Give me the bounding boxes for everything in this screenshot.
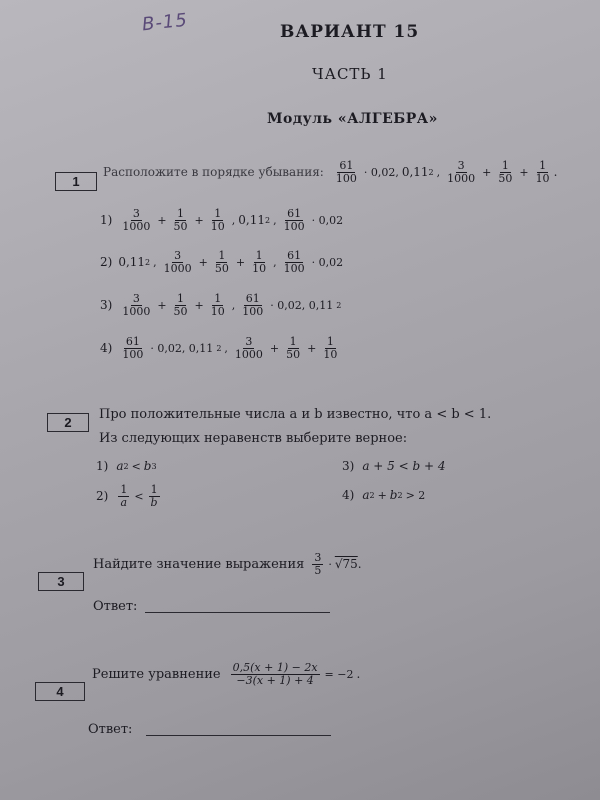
- question-number-box: [55, 172, 97, 191]
- q1-option-3[interactable]: 3) $\frac{3}{1000}$ + $\frac{1}{50}$ + $\frac{1}{10}$ , $\frac{61}{100}$ · 0,02, 0,11 2: [100, 292, 342, 318]
- q2-option-4[interactable]: 4) a 2 + b 2 > 2: [342, 488, 426, 502]
- question-number: 2: [64, 415, 72, 430]
- q3-expression: $\frac{3}{5}$ · √75 .: [314, 551, 362, 577]
- q4-answer-field[interactable]: [146, 735, 331, 736]
- q1-given-expression: $\frac{61}{100}$ · 0,02, 0,11 2 , $\frac{3}{1000}$ + $\frac{1}{50}$ + $\frac{1}{10}$ .: [335, 159, 558, 185]
- q2-option-1[interactable]: 1) a 2 < b 3: [96, 459, 157, 473]
- q2-condition: Про положительные числа a и b известно, что a < b < 1.: [99, 407, 492, 422]
- handwritten-variant-note: В-15: [141, 9, 189, 36]
- q3-answer-label: Ответ:: [93, 599, 138, 614]
- q4-equation: $\frac{0,5(x + 1) - 2x}{-3(x + 1) + 4}$ = −2 .: [232, 661, 361, 687]
- module-title: Модуль «АЛГЕБРА»: [267, 111, 438, 127]
- variant-title: ВАРИАНТ 15: [280, 22, 420, 42]
- q4-answer-label: Ответ:: [88, 722, 133, 737]
- q4-statement: [92, 662, 360, 686]
- q1-option-1[interactable]: 1) $\frac{3}{1000}$ + $\frac{1}{50}$ + $\frac{1}{10}$ , 0,11 2 , $\frac{61}{100}$ · 0,02: [100, 207, 344, 233]
- question-number-box: [35, 682, 85, 701]
- question-number-box: [47, 413, 89, 432]
- q1-option-4[interactable]: 4) $\frac{61}{100}$ · 0,02, 0,11 2 , $\frac{3}{1000}$ + $\frac{1}{50}$ + $\frac{1}{10}$: [100, 335, 338, 361]
- q2-instruction: Из следующих неравенств выберите верное:: [99, 431, 408, 446]
- q3-prompt: Найдите значение выражения: [93, 556, 305, 572]
- question-number: 4: [56, 684, 64, 699]
- q4-prompt: Решите уравнение: [92, 666, 221, 682]
- q3-answer-field[interactable]: [145, 612, 330, 613]
- q1-option-2[interactable]: 2) 0,11 2 , $\frac{3}{1000}$ + $\frac{1}{50}$ + $\frac{1}{10}$ , $\frac{61}{100}$ · 0,02: [100, 249, 344, 275]
- question-number: 3: [57, 574, 65, 589]
- part-title: ЧАСТЬ 1: [312, 65, 388, 83]
- q3-statement: [93, 552, 362, 576]
- q2-option-3[interactable]: 3) a + 5 < b + 4: [342, 459, 446, 473]
- q2-option-2[interactable]: 2) $\frac{1}{a}$ < $\frac{1}{b}$: [96, 483, 158, 509]
- q1-prompt: Расположите в порядке убывания:: [103, 165, 324, 180]
- question-number: 1: [72, 174, 80, 189]
- q1-statement: [103, 160, 557, 184]
- question-number-box: [38, 572, 84, 591]
